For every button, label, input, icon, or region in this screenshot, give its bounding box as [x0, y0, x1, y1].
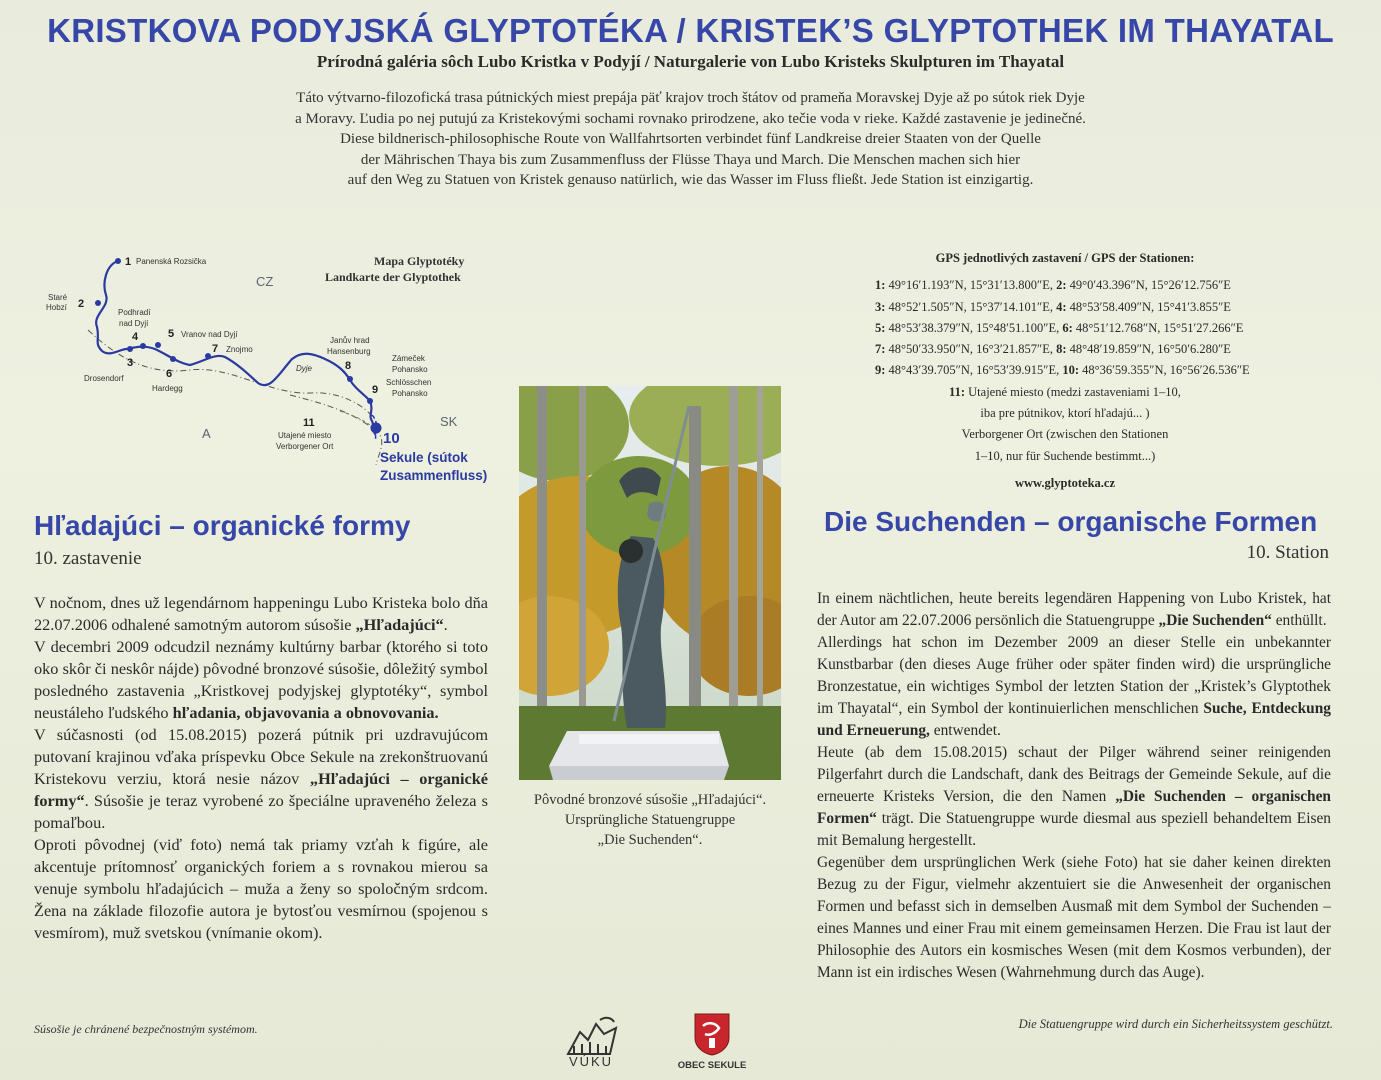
caption-line: Pôvodné bronzové súsošie „Hľadajúci“. — [533, 792, 767, 808]
stop-number: 6 — [166, 368, 173, 380]
stop-number-final: 10 — [383, 430, 400, 447]
stop-number: 7 — [212, 343, 219, 355]
stop-label: Verborgener Ort — [276, 442, 334, 451]
stop-number: 1 — [125, 256, 132, 268]
heading-german: Die Suchenden – organische Formen — [824, 506, 1318, 537]
final-stop-label: Zusammenfluss) — [380, 468, 488, 483]
stop-dot-10 — [371, 423, 382, 434]
stop-number: 8 — [345, 360, 352, 372]
photo-caption — [490, 790, 810, 850]
gps-secret-note: iba pre pútnikov, ktorí hľadajú... ) — [980, 406, 1150, 421]
heading-slovak: Hľadajúci – organické formy — [34, 510, 411, 541]
stop-label: Staré — [48, 293, 68, 302]
gps-header: GPS jednotlivých zastavení / GPS der Stationen: — [935, 251, 1195, 265]
page-subtitle: Prírodná galéria sôch Lubo Kristka v Podyjí / Naturgalerie von Lubo Kristeks Skulpturen im Thayatal — [316, 52, 1065, 71]
stop-label: Pohansko — [392, 389, 428, 398]
security-note-german: Die Statuengruppe wird durch ein Sicherheitssystem geschützt. — [1018, 1017, 1333, 1031]
paragraph: In einem nächtlichen, heute bereits legendären Happening von Lubo Kristek, hat der Autor am 22.07.2006 persönlich die Statuengruppe „Die Suchenden“ enthüllt. — [817, 590, 1331, 629]
final-stop-label: Sekule (sútok — [380, 450, 468, 465]
gps-row: 3: 48°52′1.505″N, 15°37′14.101″E, 4: 48°53′58.409″N, 15°41′3.855″E — [875, 299, 1231, 314]
stop-label: Panenská Rozsička — [136, 257, 207, 266]
caption-line: „Die Suchenden“. — [597, 832, 703, 848]
map-title: Landkarte der Glyptothek — [325, 270, 461, 284]
website-link[interactable]: www.glyptoteka.cz — [1015, 475, 1115, 490]
stop-dot-1 — [115, 258, 121, 264]
stop-label: Hardegg — [152, 384, 183, 393]
stop-dot-9 — [367, 398, 373, 404]
stop-label: Utajené miesto — [278, 431, 332, 440]
paragraph: V decembri 2009 odcudzil neznámy kultúrny barbar (ktorého si toto oko skôr či neskôr nájde) pôvodné bronzové súsošie, dôležitý symbol posledného zastavenia „Kristkovej podyjskej glyptotéky“, symbol neustáleho ľudského hľadania, objavovania a obnovovania. — [34, 637, 488, 722]
stop-number: 3 — [127, 357, 134, 369]
gps-secret-note: 11: Utajené miesto (medzi zastaveniami 1–10, — [949, 384, 1181, 399]
statue-photo — [519, 386, 781, 780]
stop-dot-8 — [347, 376, 353, 382]
paragraph: Oproti pôvodnej (viď foto) nemá tak priamy vzťah k figúre, ale akcentuje prítomnosť organických foriem a s rovnakou mierou sa venuje symbolu hľadajúcich – muža a ženy so spoločným srdcom. Žena na základe filozofie autora je bytosťou vesmírnou (spojenou s vesmírom), muž svetskou (vnímanie okom). — [34, 835, 488, 942]
body-text-slovak — [34, 592, 488, 944]
stop-dot-5 — [155, 342, 161, 348]
gps-secret-note: Verborgener Ort (zwischen den Stationen — [961, 427, 1169, 442]
paragraph: Gegenüber dem ursprünglichen Werk (siehe Foto) hat sie daher keinen direkten Bezug zu der Figur, vielmehr akzentuiert sie die Anwesenheit der organischen Formen und befasst sich in demselben Ausmaß mit dem Symbol der Suchenden – eines Mannes und einer Frau mit einem gemeinsamen Herzen. Die Frau ist laut der Philosophie des Autors ein kosmisches Wesen (mit dem Kosmos verbunden), der Mann ist ein irdisches Wesen (Wahrnehmung durch das Auge). — [817, 854, 1331, 981]
stop-label: Vranov nad Dyjí — [181, 330, 238, 339]
map-title: Mapa Glyptotéky — [374, 254, 465, 268]
paragraph: Allerdings hat schon im Dezember 2009 an dieser Stelle ein unbekannter Kunstbarbar (den dieses Auge früher oder später finden wird) die ursprüngliche Bronzestatue, ein wichtiges Symbol der letzten Station der „Kristek’s Glyptothek im Thayatal“, ein Symbol der kontinuierlichen menschlichen Suche, Entdeckung und Erneuerung, entwendet. — [817, 634, 1331, 739]
stop-label: Hansenburg — [327, 347, 371, 356]
gps-secret-note: 1–10, nur für Suchende bestimmt...) — [974, 448, 1156, 463]
stop-number: 11 — [303, 417, 315, 429]
stop-label: Hobzí — [46, 303, 67, 312]
stop-dot-7 — [205, 353, 211, 359]
stop-label: Janův hrad — [330, 336, 370, 345]
stop-label: Drosendorf — [84, 374, 124, 383]
intro-line: Táto výtvarno-filozofická trasa pútnických miest prepája päť krajov troch štátov od prameňa Moravskej Dyje až po sútok riek Dyje — [296, 90, 1085, 106]
paragraph: V súčasnosti (od 15.08.2015) pozerá pútnik pri uzdravujúcom putovaní krajinou vďaka príspevku Obce Sekule na zrekonštruovanú Kristekovu verziu, ktorá nesie názov „Hľadajúci – organické formy“. Súsošie je teraz vyrobené zo špeciálne upraveného železa s pomaľbou. — [34, 725, 489, 832]
stop-dot-3 — [127, 346, 133, 352]
intro-line: a Moravy. Ľudia po nej putujú za Kristekovými sochami rovnako prirodzene, ako tečie voda v rieke. Každé zastavenie je jedinečné. — [295, 110, 1086, 127]
river-label: Dyje — [296, 364, 313, 373]
stop-dot-6 — [170, 356, 176, 362]
obec-sekule-text: OBEC SEKULE — [677, 1060, 747, 1071]
intro-line: auf den Weg zu Statuen von Kristek genauso natürlich, wie das Wasser im Fluss fließt. Jede Station ist einzigartig. — [347, 172, 1034, 188]
stop-label: Podhradí — [118, 308, 151, 317]
stop-number: 2 — [78, 298, 85, 310]
country-label: SK — [440, 414, 458, 429]
gps-list — [855, 248, 1275, 494]
intro-text — [200, 88, 1181, 191]
intro-line: der Mährischen Thaya bis zum Zusammenfluss der Flüsse Thaya und March. Die Menschen machen sich hier — [360, 151, 1021, 168]
stop-label: Schlösschen — [386, 378, 432, 387]
country-label: A — [202, 426, 211, 441]
station-number-german: 10. Station — [1246, 542, 1329, 563]
gps-row: 9: 48°43′39.705″N, 16°53′39.915″E, 10: 48°36′59.355″N, 16°56′26.536″E — [875, 363, 1250, 378]
gps-row: 1: 49°16′1.193″N, 15°31′13.800″E, 2: 49°0′43.396″N, 15°26′12.756″E — [875, 278, 1231, 293]
stop-number: 9 — [372, 384, 379, 396]
stop-label: Zámeček — [392, 354, 425, 363]
vuku-logo-text: VÚKU — [568, 1054, 614, 1069]
caption-line: Ursprüngliche Statuengruppe — [564, 812, 736, 828]
stop-dot-2 — [95, 300, 101, 306]
border-line — [290, 395, 382, 465]
stop-dot-4 — [140, 343, 146, 349]
country-label: CZ — [256, 274, 274, 289]
stop-number: 5 — [168, 328, 175, 340]
stop-label: Znojmo — [226, 345, 253, 354]
paragraph: Heute (ab dem 15.08.2015) schaut der Pilger während seiner reinigenden Pilgerfahrt durch die Landschaft, dank des Beitrags der Gemeinde Sekule, auf die erneuerte Kristeks Version, die den Namen „Die Suchenden – organischen Formen“ trägt. Die Statuengruppe wurde diesmal aus speziell behandeltem Eisen mit Bemalung hergestellt. — [817, 744, 1331, 849]
gps-row: 7: 48°50′33.950″N, 16°3′21.857″E, 8: 48°48′19.859″N, 16°50′6.280″E — [875, 342, 1231, 357]
route-map — [40, 245, 490, 490]
paragraph: V nočnom, dnes už legendárnom happeningu Lubo Kristeka bolo dňa 22.07.2006 odhalené samotným autorom súsošie „Hľadajúci“. — [34, 593, 488, 634]
station-number-slovak: 10. zastavenie — [34, 548, 142, 569]
security-note-slovak: Súsošie je chránené bezpečnostným systémom. — [34, 1022, 258, 1036]
intro-line: Diese bildnerisch-philosophische Route von Wallfahrtsorten verbindet fünf Landkreise dreier Staaten von der Quelle — [340, 131, 1041, 147]
body-text-german — [817, 588, 1331, 984]
stop-label: Pohansko — [392, 365, 428, 374]
stop-number: 4 — [132, 331, 139, 343]
gps-row: 5: 48°53′38.379″N, 15°48′51.100″E, 6: 48°51′12.768″N, 15°51′27.266″E — [875, 320, 1244, 335]
sekule-coat-of-arms-icon — [693, 1012, 731, 1056]
stop-label: nad Dyjí — [119, 319, 149, 328]
page-title: KRISTKOVA PODYJSKÁ GLYPTOTÉKA / KRISTEK’S GLYPTOTHEK IM THAYATAL — [47, 12, 1334, 49]
